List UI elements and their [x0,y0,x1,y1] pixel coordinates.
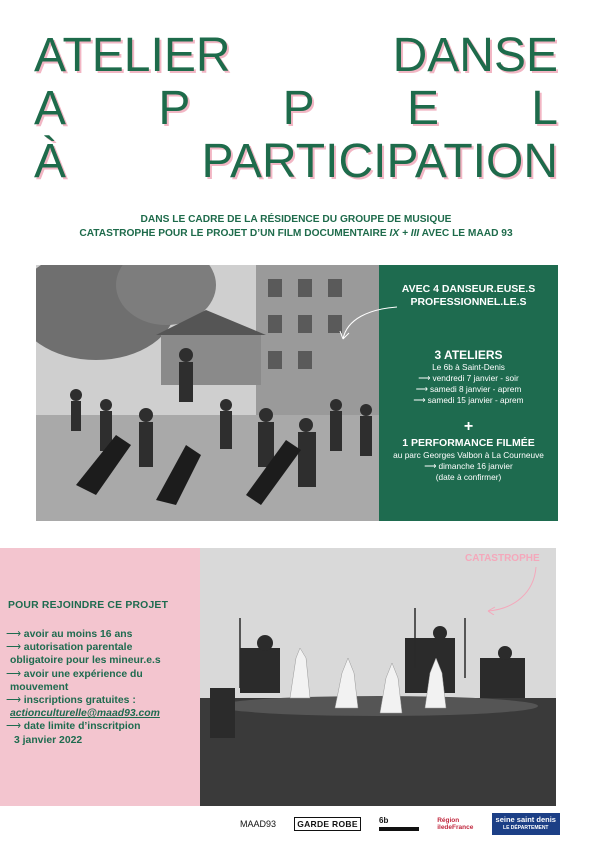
curved-arrow-icon [339,305,399,345]
region-logo-line: iledeFrance [437,824,474,831]
ateliers-title: 3 ATELIERS [434,348,503,362]
title-letter: P [282,82,315,135]
title-letter: E [406,82,439,135]
ateliers-date [379,395,558,406]
intro-line [34,227,558,241]
6b-logo-text: 6b [379,816,389,825]
performance-place: au parc Georges Valbon à La Courneuve [393,450,544,460]
performance-title: 1 PERFORMANCE FILMÉE [402,437,535,449]
intro-text-segment: CATASTROPHE POUR LE PROJET D’UN FILM DOCUMENTAIRE [79,228,390,239]
list-item [6,720,196,733]
dancers-line: PROFESSIONNEL.LE.S [410,296,527,308]
arrow-icon: ⟶ [424,461,437,471]
list-item-text: avoir une expérience du [23,668,143,680]
intro-line: DANS LE CADRE DE LA RÉSIDENCE DU GROUPE DE MUSIQUE [140,214,452,225]
performance-date [379,461,558,472]
title-line-3 [34,135,558,188]
intro-text-segment: AVEC LE MAAD 93 [419,228,513,239]
list-item [6,668,196,681]
title-word: À [34,135,67,188]
list-item-text: mouvement [10,681,69,693]
ateliers-date-text: vendredi 7 janvier - soir [432,373,519,383]
ateliers-date [379,373,558,384]
performance-note: (date à confirmer) [435,472,502,482]
arrow-icon: ⟶ [413,395,426,405]
performance-block [379,437,558,483]
ateliers-date [379,384,558,395]
list-item-text: inscriptions gratuites : [23,695,136,707]
garde-robe-logo: GARDE ROBE [294,817,361,831]
list-item [6,734,196,747]
partner-logos [240,812,560,836]
maad93-logo: MAAD93 [240,819,277,829]
ssd-logo-line: seine saint denis [495,815,556,824]
workshop-info-panel [379,265,558,521]
title-word: DANSE [392,29,558,82]
seine-saint-denis-logo [492,813,560,835]
dance-photo-image [36,265,379,521]
arrow-icon: ⟶ [6,642,21,654]
region-logo-line: Région [437,817,460,824]
title-line-2 [34,82,558,135]
list-item [6,707,196,720]
list-item [6,694,196,707]
join-project-panel [0,548,200,806]
plus-text: + [463,418,474,435]
dancers-block [379,283,558,309]
region-iledefrance-logo [437,817,473,831]
ssd-logo-line: LE DÉPARTEMENT [503,825,549,831]
arrow-icon: ⟶ [418,373,431,383]
requirements-list [6,628,196,747]
dancers-line: AVEC 4 DANSEUR.EUSE.S [401,283,536,295]
6b-logo-bar [379,827,419,831]
arrow-icon: ⟶ [6,721,21,733]
arrow-icon: ⟶ [6,668,21,680]
curved-arrow-icon [484,565,544,615]
film-title: IX + III [389,228,420,239]
title-word: PARTICIPATION [201,135,558,188]
6b-logo [379,817,419,831]
list-item [6,641,196,654]
title-word: ATELIER [34,29,231,82]
dance-photo [36,265,379,521]
ateliers-place: Le 6b à Saint-Denis [432,362,505,372]
performance-date-text: dimanche 16 janvier [438,461,513,471]
band-name-label: CATASTROPHE [465,553,540,564]
list-item [6,681,196,694]
list-item-text: autorisation parentale [23,642,133,654]
title-line-1 [34,29,558,82]
list-item-text: avoir au moins 16 ans [23,629,133,640]
plus-sign [379,420,558,434]
title-letter: A [34,82,67,135]
title-letter: P [158,82,191,135]
list-item-text: date limite d’inscritpion [23,721,141,733]
list-item [6,628,196,641]
ateliers-date-text: samedi 8 janvier - aprem [429,384,522,394]
list-item-text: 3 janvier 2022 [14,734,83,746]
ateliers-date-text: samedi 15 janvier - aprem [427,395,524,405]
join-heading: POUR REJOINDRE CE PROJET [8,600,169,611]
list-item [6,654,196,667]
ateliers-block [379,349,558,406]
list-item-text: obligatoire pour les mineur.e.s [10,655,161,667]
arrow-icon: ⟶ [415,384,428,394]
email-link[interactable]: actionculturelle@maad93.com [10,708,160,720]
arrow-icon: ⟶ [6,695,21,707]
intro-text [34,213,558,241]
title-letter: L [531,82,558,135]
arrow-icon: ⟶ [6,629,21,640]
